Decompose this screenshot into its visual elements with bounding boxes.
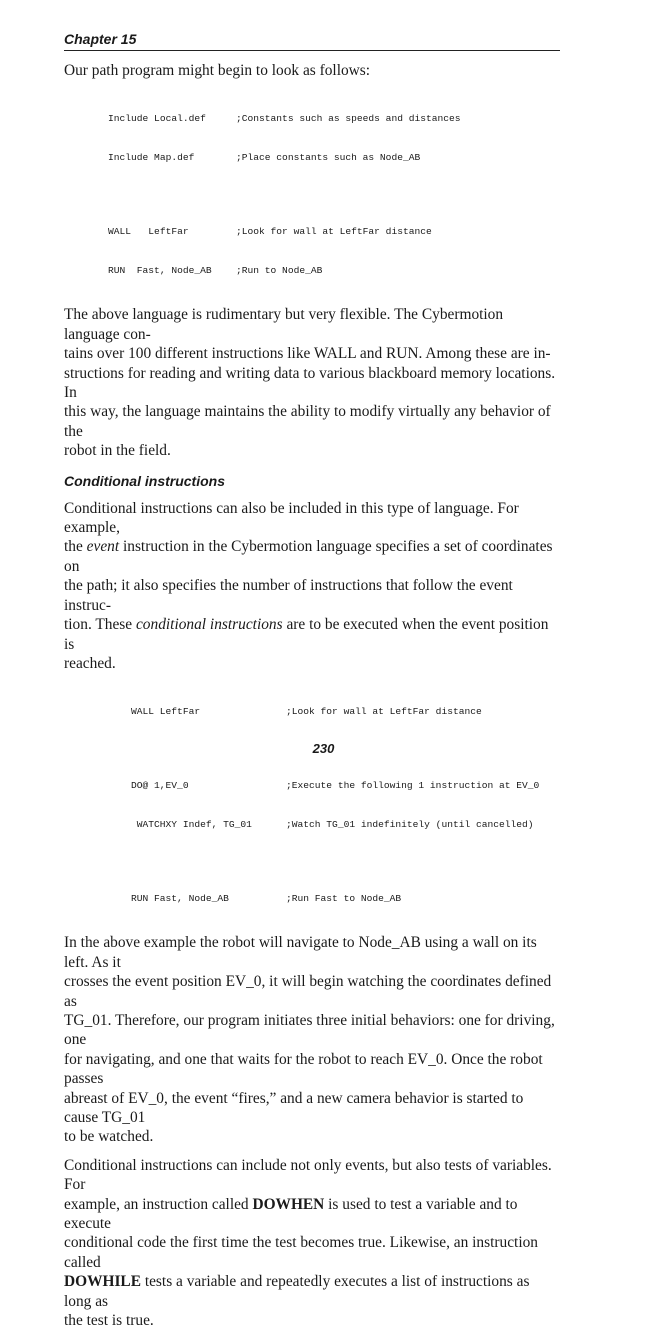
paragraph-language: The above language is rudimentary but very flexible. The Cybermotion language con- tains over 100 different instructions like WALL and RUN. Among these are in- structions for reading and writing data to various blackboard memory locations. In this way, the language maintains the ability to modify virtually any behavior of the robot in the field. (64, 306, 556, 460)
code-block-2 (64, 679, 560, 931)
chapter-header: Chapter 15 (64, 31, 560, 51)
emphasis-event: event (86, 538, 120, 556)
code-line: Include Map.def ;Place constants such as Node_AB (108, 152, 421, 164)
code-block-1 (64, 86, 560, 303)
code-line: WALL LeftFar ;Look for wall at LeftFar distance (131, 706, 482, 718)
code-line: DO@ 1,EV_0 ;Execute the following 1 instruction at EV_0 (131, 780, 540, 792)
paragraph-example: In the above example the robot will navigate to Node_AB using a wall on its left. As it crosses the event position EV_0, it will begin watching the coordinates defined as TG_01. Therefore, our program initiates three initial behaviors: one for driving, one for navigating, and one that waits for the robot to reach EV_0. Once the robot passes abreast of EV_0, the event “fires,” and a new camera behavior is started to cause TG_01 to be watched. (64, 934, 555, 1146)
code-line: Include Local.def ;Constants such as speeds and distances (108, 113, 461, 125)
emphasis-conditional-instructions: conditional instructions (135, 616, 283, 634)
code-line: RUN Fast, Node_AB ;Run Fast to Node_AB (131, 893, 402, 905)
paragraph-conditional: Conditional instructions can also be included in this type of language. For example, the event instruction in the Cybermotion language specifies a set of coordinates on the path; it also specifies the number of instructions that follow the event instruc- tion. These conditional instructions are to be executed when the event position is reached. (64, 499, 553, 672)
keyword-dowhile: DOWHILE (64, 1273, 141, 1291)
code-line: WATCHXY Indef, TG_01 ;Watch TG_01 indefinitely (until cancelled) (131, 819, 534, 831)
paragraph-variables: Conditional instructions can include not only events, but also tests of variables. For example, an instruction called DOWHEN is used to test a variable and to execute conditional code the first time the test becomes true. Likewise, an instruction called DOWHILE tests a variable and repeatedly executes a list of instructions as long as the test is true. (64, 1156, 552, 1330)
page-content (64, 61, 560, 1330)
code-line: RUN Fast, Node_AB ;Run to Node_AB (108, 265, 323, 277)
section-heading: Conditional instructions (64, 472, 225, 489)
keyword-dowhen: DOWHEN (252, 1195, 325, 1213)
page-number: 230 (312, 741, 335, 756)
code-line: WALL LeftFar ;Look for wall at LeftFar distance (108, 226, 432, 238)
intro-paragraph: Our path program might begin to look as follows: (64, 62, 371, 79)
